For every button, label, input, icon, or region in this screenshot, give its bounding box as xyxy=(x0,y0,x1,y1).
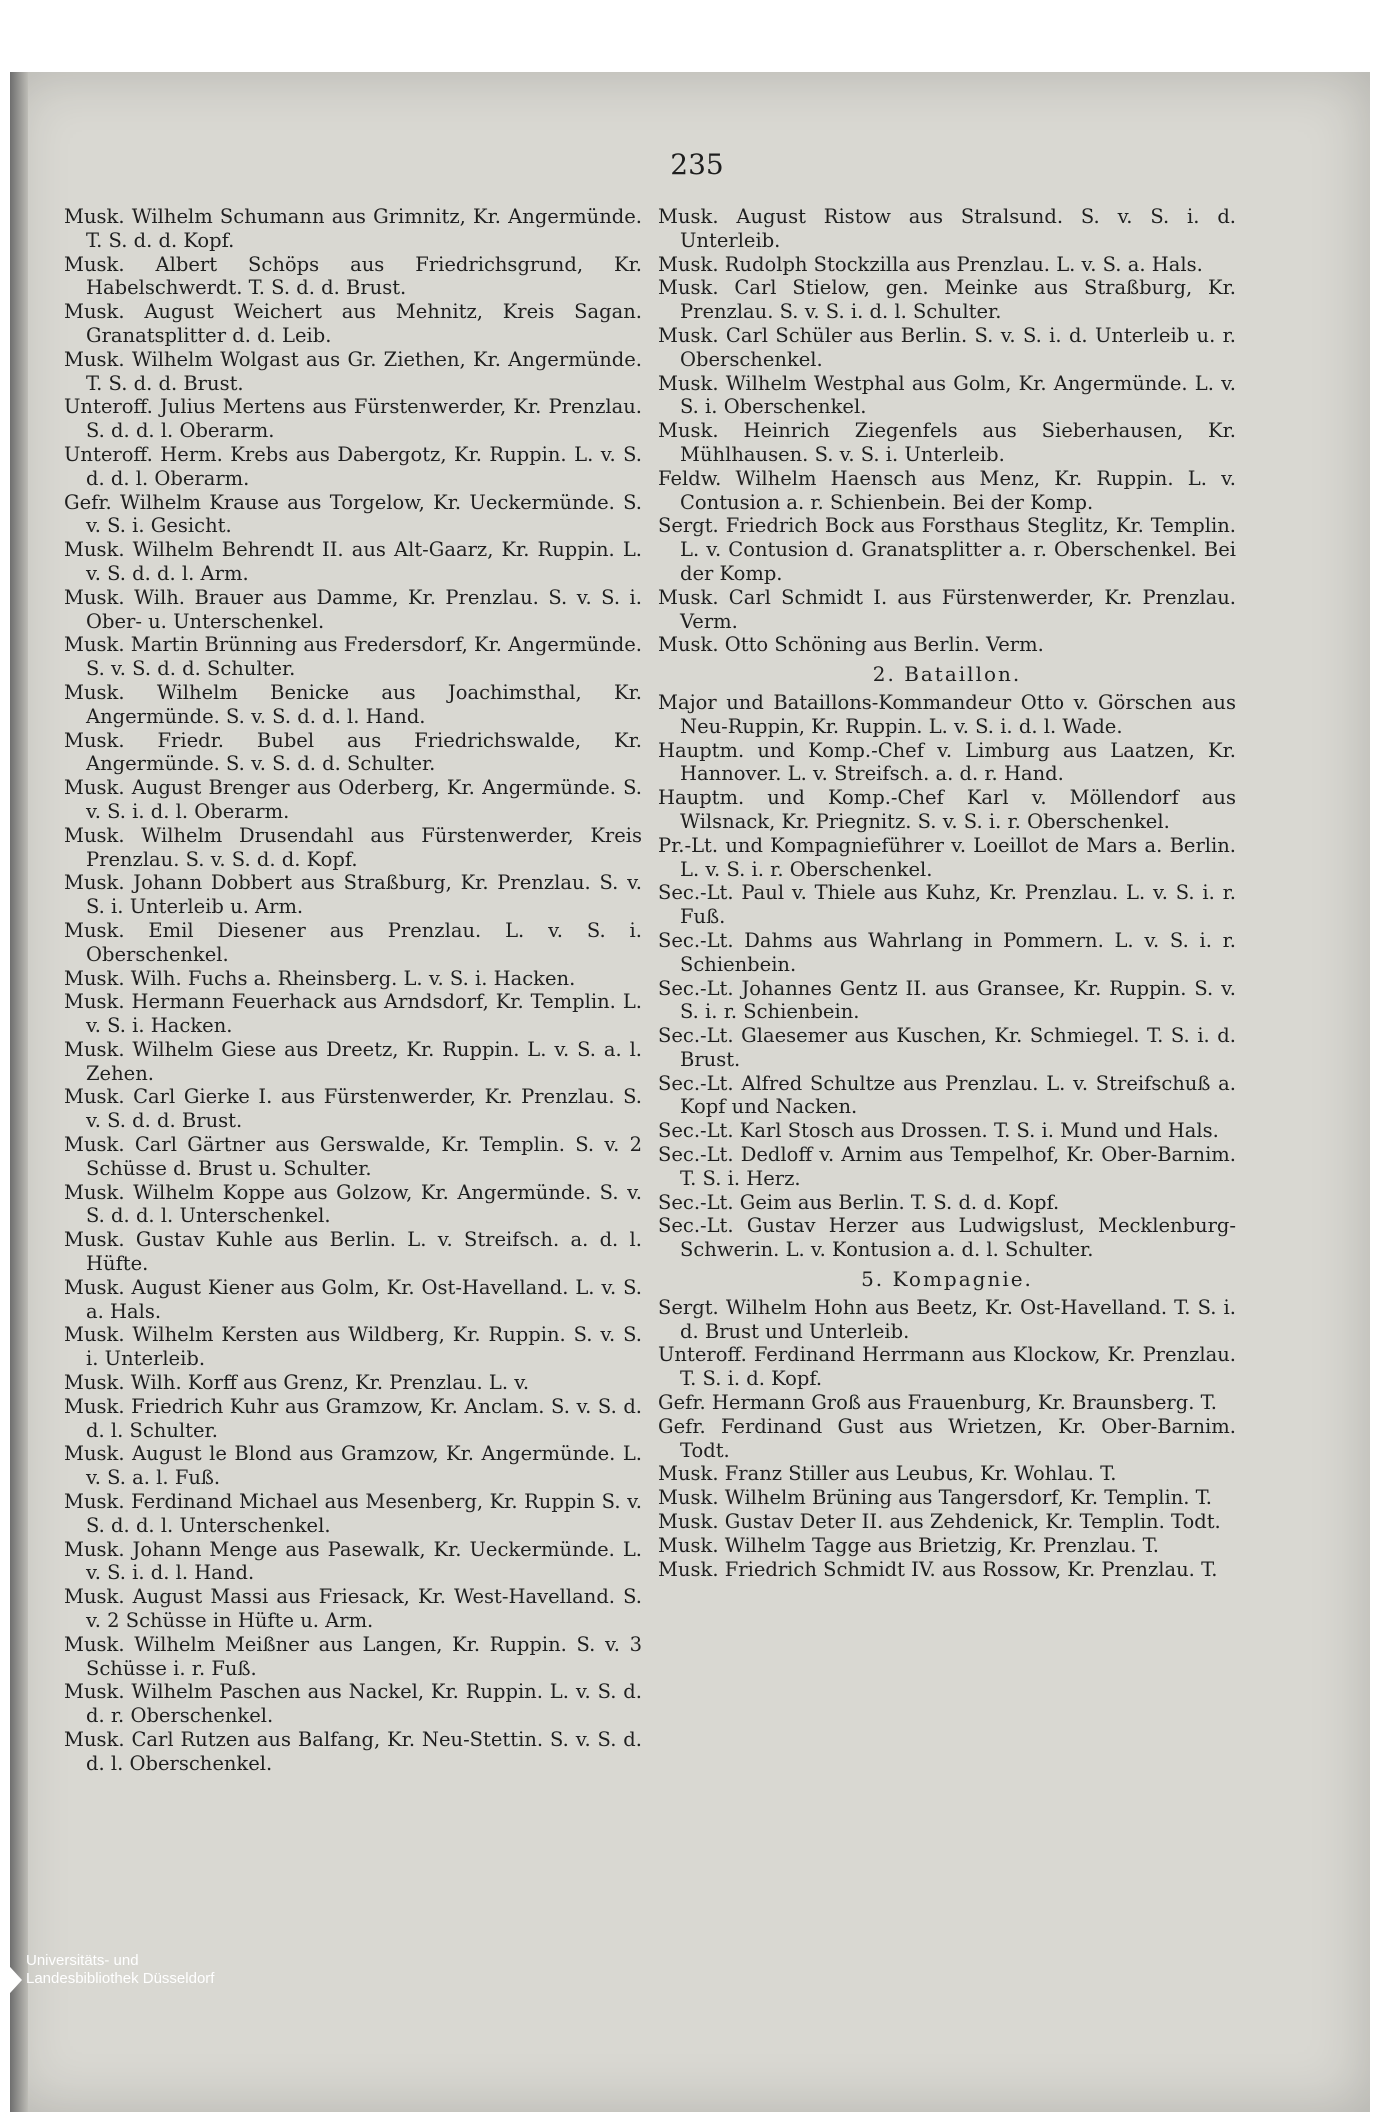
casualty-entry: Musk. Wilhelm Benicke aus Joachimsthal, Kr. Angermünde. S. v. S. d. d. l. Hand. xyxy=(64,680,642,728)
casualty-entry: Musk. Wilhelm Brüning aus Tangersdorf, Kr. Templin. T. xyxy=(658,1486,1212,1510)
casualty-entry: Musk. Wilhelm Meißner aus Langen, Kr. Ruppin. S. v. 3 Schüsse i. r. Fuß. xyxy=(64,1632,642,1680)
casualty-entry: Musk. Carl Gärtner aus Gerswalde, Kr. Templin. S. v. 2 Schüsse d. Brust u. Schulter. xyxy=(64,1133,642,1180)
library-logo xyxy=(0,1950,260,2010)
casualty-entry: Musk. Albert Schöps aus Friedrichsgrund, Kr. Habelschwerdt. T. S. d. d. Brust. xyxy=(64,252,642,300)
casualty-entry: Gefr. Ferdinand Gust aus Wrietzen, Kr. Ober-Barnim. Todt. xyxy=(658,1414,1236,1462)
casualty-entry: Musk. Ferdinand Michael aus Mesenberg, Kr. Ruppin S. v. S. d. d. l. Unterschenkel. xyxy=(64,1490,642,1537)
logo-text xyxy=(26,1952,214,1988)
casualty-entry: Major und Bataillons-Kommandeur Otto v. Görschen aus Neu-Ruppin, Kr. Ruppin. L. v. S. i. d. l. Wade. xyxy=(658,690,1236,738)
casualty-entry: Musk. Friedrich Kuhr aus Gramzow, Kr. Anclam. S. v. S. d. d. l. Schulter. xyxy=(64,1394,642,1442)
logo-arrow-icon xyxy=(0,1956,22,2004)
casualty-entry: Musk. August Weichert aus Mehnitz, Kreis Sagan. Granatsplitter d. d. Leib. xyxy=(64,300,642,347)
right-entries-top xyxy=(658,205,1236,657)
casualty-entry: Gefr. Wilhelm Krause aus Torgelow, Kr. Ueckermünde. S. v. S. i. Gesicht. xyxy=(64,490,642,538)
casualty-entry: Sec.-Lt. Glaesemer aus Kuschen, Kr. Schmiegel. T. S. i. d. Brust. xyxy=(658,1024,1236,1071)
casualty-entry: Pr.-Lt. und Kompagnieführer v. Loeillot de Mars a. Berlin. L. v. S. i. r. Oberschenkel. xyxy=(658,833,1236,881)
casualty-entry: Musk. Johann Dobbert aus Straßburg, Kr. Prenzlau. S. v. S. i. Unterleib u. Arm. xyxy=(64,871,642,919)
casualty-entry: Musk. Wilhelm Wolgast aus Gr. Ziethen, Kr. Angermünde. T. S. d. d. Brust. xyxy=(64,347,642,395)
casualty-entry: Musk. Martin Brünning aus Fredersdorf, Kr. Angermünde. S. v. S. d. d. Schulter. xyxy=(64,633,642,681)
casualty-entry: Musk. August Brenger aus Oderberg, Kr. Angermünde. S. v. S. i. d. l. Oberarm. xyxy=(64,776,642,823)
section-heading-kompagnie: 5. Kompagnie. xyxy=(861,1267,1033,1292)
casualty-entry: Musk. Johann Menge aus Pasewalk, Kr. Ueckermünde. L. v. S. i. d. l. Hand. xyxy=(64,1537,642,1585)
casualty-entry: Musk. Carl Schmidt I. aus Fürstenwerder, Kr. Prenzlau. Verm. xyxy=(658,585,1236,633)
logo-line-2: Landesbibliothek Düsseldorf xyxy=(26,1970,215,1987)
right-entries-bottom xyxy=(658,1296,1236,1582)
casualty-entry: Sec.-Lt. Dahms aus Wahrlang in Pommern. L. v. S. i. r. Schienbein. xyxy=(658,928,1236,976)
casualty-entry: Musk. Heinrich Ziegenfels aus Sieberhausen, Kr. Mühlhausen. S. v. S. i. Unterleib. xyxy=(658,419,1236,466)
casualty-entry: Musk. Carl Gierke I. aus Fürstenwerder, Kr. Prenzlau. S. v. S. d. d. Brust. xyxy=(64,1085,642,1133)
casualty-entry: Unteroff. Herm. Krebs aus Dabergotz, Kr. Ruppin. L. v. S. d. d. l. Oberarm. xyxy=(64,442,642,490)
casualty-entry: Musk. Wilhelm Westphal aus Golm, Kr. Angermünde. L. v. S. i. Oberschenkel. xyxy=(658,371,1236,419)
casualty-entry: Sergt. Friedrich Bock aus Forsthaus Steglitz, Kr. Templin. L. v. Contusion d. Granatsplitter a. r. Oberschenkel. Bei der Komp. xyxy=(658,514,1236,585)
casualty-entry: Musk. Wilhelm Behrendt II. aus Alt-Gaarz, Kr. Ruppin. L. v. S. d. d. l. Arm. xyxy=(64,538,642,585)
casualty-entry: Gefr. Hermann Groß aus Frauenburg, Kr. Braunsberg. T. xyxy=(658,1391,1217,1415)
casualty-entry: Sec.-Lt. Gustav Herzer aus Ludwigslust, Mecklenburg-Schwerin. L. v. Kontusion a. d. l. Schulter. xyxy=(658,1214,1236,1262)
casualty-entry: Musk. Wilhelm Giese aus Dreetz, Kr. Ruppin. L. v. S. a. l. Zehen. xyxy=(64,1037,642,1085)
casualty-entry: Musk. Franz Stiller aus Leubus, Kr. Wohlau. T. xyxy=(658,1462,1117,1486)
casualty-entry: Sec.-Lt. Geim aus Berlin. T. S. d. d. Kopf. xyxy=(658,1190,1060,1214)
casualty-entry: Musk. Wilhelm Kersten aus Wildberg, Kr. Ruppin. S. v. S. i. Unterleib. xyxy=(64,1323,642,1371)
casualty-entry: Unteroff. Julius Mertens aus Fürstenwerder, Kr. Prenzlau. S. d. d. l. Oberarm. xyxy=(64,395,642,443)
casualty-entry: Hauptm. und Komp.-Chef v. Limburg aus Laatzen, Kr. Hannover. L. v. Streifsch. a. d. r. Hand. xyxy=(658,738,1236,786)
casualty-entry: Sec.-Lt. Johannes Gentz II. aus Gransee, Kr. Ruppin. S. v. S. i. r. Schienbein. xyxy=(658,976,1236,1024)
casualty-entry: Musk. Wilh. Brauer aus Damme, Kr. Prenzlau. S. v. S. i. Ober- u. Unterschenkel. xyxy=(64,585,642,633)
casualty-entry: Musk. Friedrich Schmidt IV. aus Rossow, Kr. Prenzlau. T. xyxy=(658,1557,1218,1581)
casualty-entry: Musk. Gustav Deter II. aus Zehdenick, Kr. Templin. Todt. xyxy=(658,1510,1221,1534)
casualty-entry: Musk. Wilhelm Tagge aus Brietzig, Kr. Prenzlau. T. xyxy=(658,1533,1159,1557)
casualty-entry: Unteroff. Ferdinand Herrmann aus Klockow, Kr. Prenzlau. T. S. i. d. Kopf. xyxy=(658,1343,1236,1391)
casualty-entry: Musk. August Massi aus Friesack, Kr. West-Havelland. S. v. 2 Schüsse in Hüfte u. Arm. xyxy=(64,1585,642,1633)
casualty-entry: Feldw. Wilhelm Haensch aus Menz, Kr. Ruppin. L. v. Contusion a. r. Schienbein. Bei der Komp. xyxy=(658,466,1236,514)
casualty-entry: Musk. Emil Diesener aus Prenzlau. L. v. S. i. Oberschenkel. xyxy=(64,918,642,966)
casualty-entry: Musk. Wilhelm Paschen aus Nackel, Kr. Ruppin. L. v. S. d. d. r. Oberschenkel. xyxy=(64,1680,642,1728)
casualty-entry: Musk. Gustav Kuhle aus Berlin. L. v. Streifsch. a. d. l. Hüfte. xyxy=(64,1228,642,1276)
casualty-entry: Musk. August le Blond aus Gramzow, Kr. Angermünde. L. v. S. a. l. Fuß. xyxy=(64,1442,642,1490)
casualty-entry: Musk. August Kiener aus Golm, Kr. Ost-Havelland. L. v. S. a. Hals. xyxy=(64,1275,642,1323)
casualty-entry: Musk. Carl Schüler aus Berlin. S. v. S. i. d. Unterleib u. r. Oberschenkel. xyxy=(658,323,1236,371)
logo-line-1: Universitäts- und xyxy=(26,1952,139,1969)
page-spine-shadow xyxy=(10,72,28,2112)
casualty-entry: Musk. August Ristow aus Stralsund. S. v. S. i. d. Unterleib. xyxy=(658,205,1236,252)
casualty-entry: Sec.-Lt. Paul v. Thiele aus Kuhz, Kr. Prenzlau. L. v. S. i. r. Fuß. xyxy=(658,881,1236,929)
casualty-entry: Sec.-Lt. Karl Stosch aus Drossen. T. S. i. Mund und Hals. xyxy=(658,1119,1219,1143)
casualty-entry: Musk. Hermann Feuerhack aus Arndsdorf, Kr. Templin. L. v. S. i. Hacken. xyxy=(64,990,642,1038)
page-number: 235 xyxy=(670,148,724,181)
casualty-entry: Musk. Wilh. Fuchs a. Rheinsberg. L. v. S. i. Hacken. xyxy=(64,966,576,990)
casualty-entry: Musk. Wilhelm Koppe aus Golzow, Kr. Angermünde. S. v. S. d. d. l. Unterschenkel. xyxy=(64,1180,642,1228)
left-column xyxy=(64,205,642,1776)
casualty-entry: Musk. Wilh. Korff aus Grenz, Kr. Prenzlau. L. v. xyxy=(64,1371,530,1395)
casualty-entry: Musk. Carl Rutzen aus Balfang, Kr. Neu-Stettin. S. v. S. d. d. l. Oberschenkel. xyxy=(64,1728,642,1775)
casualty-entry: Sec.-Lt. Dedloff v. Arnim aus Tempelhof, Kr. Ober-Barnim. T. S. i. Herz. xyxy=(658,1143,1236,1190)
casualty-entry: Musk. Otto Schöning aus Berlin. Verm. xyxy=(658,633,1044,657)
casualty-entry: Musk. Wilhelm Drusendahl aus Fürstenwerder, Kreis Prenzlau. S. v. S. d. d. Kopf. xyxy=(64,823,642,871)
casualty-entry: Hauptm. und Komp.-Chef Karl v. Möllendorf aus Wilsnack, Kr. Priegnitz. S. v. S. i. r. Oberschenkel. xyxy=(658,786,1236,833)
section-heading-bataillon: 2. Bataillon. xyxy=(872,662,1022,687)
casualty-entry: Sec.-Lt. Alfred Schultze aus Prenzlau. L. v. Streifschuß a. Kopf und Nacken. xyxy=(658,1071,1236,1119)
casualty-entry: Musk. Friedr. Bubel aus Friedrichswalde, Kr. Angermünde. S. v. S. d. d. Schulter. xyxy=(64,728,642,776)
casualty-entry: Sergt. Wilhelm Hohn aus Beetz, Kr. Ost-Havelland. T. S. i. d. Brust und Unterleib. xyxy=(658,1295,1236,1343)
casualty-entry: Musk. Carl Stielow, gen. Meinke aus Straßburg, Kr. Prenzlau. S. v. S. i. d. l. Schulter. xyxy=(658,276,1236,324)
casualty-entry: Musk. Wilhelm Schumann aus Grimnitz, Kr. Angermünde. T. S. d. d. Kopf. xyxy=(64,205,642,252)
right-entries-mid xyxy=(658,691,1236,1262)
casualty-entry: Musk. Rudolph Stockzilla aus Prenzlau. L. v. S. a. Hals. xyxy=(658,252,1203,276)
right-column xyxy=(658,205,1236,1581)
